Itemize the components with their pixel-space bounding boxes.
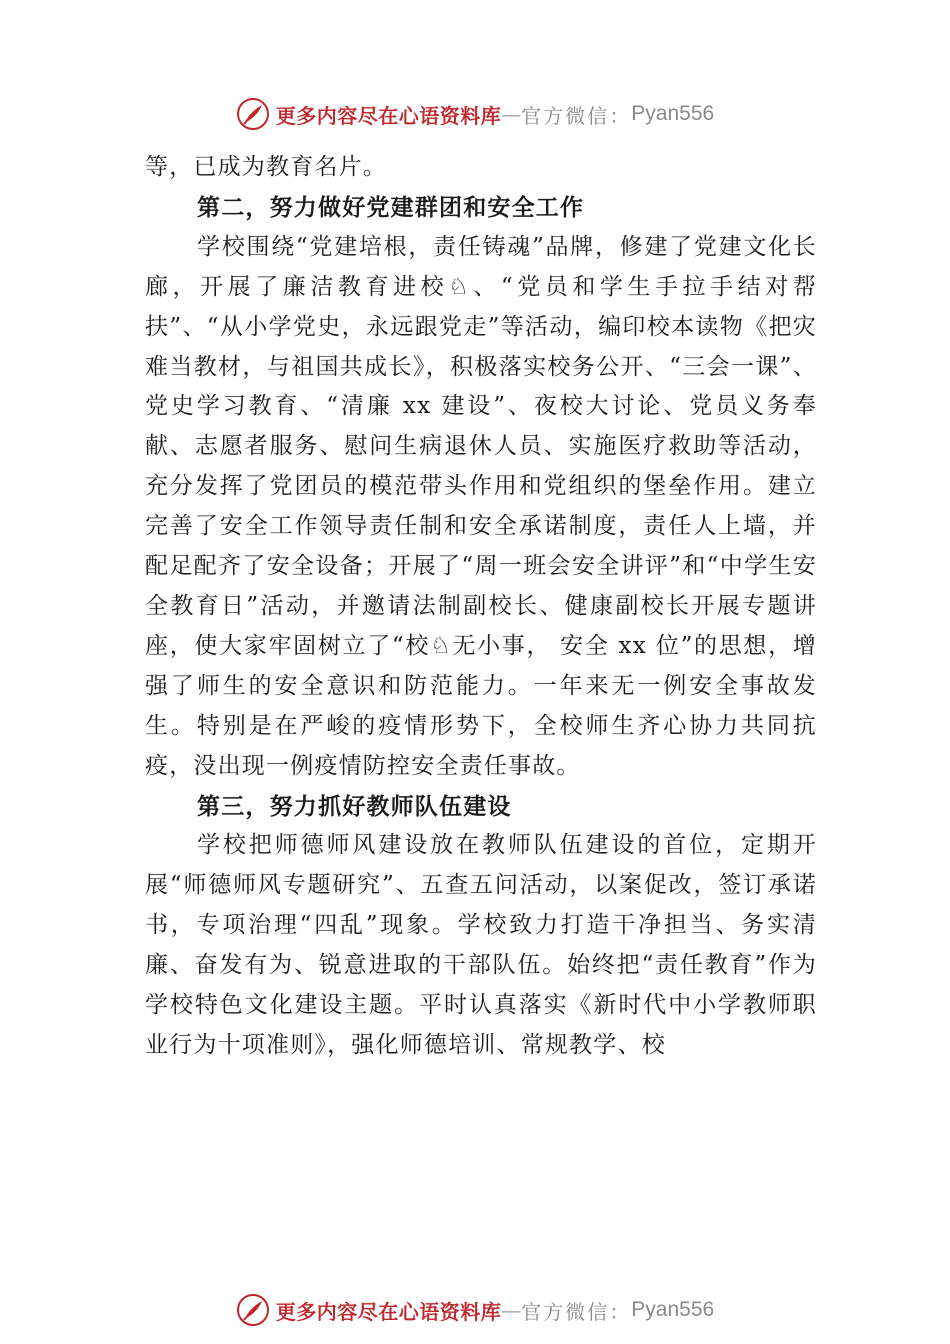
- watermark-wechat-id: Pyan556: [631, 102, 715, 125]
- footer-watermark: [0, 1290, 950, 1330]
- document-body: [145, 148, 817, 1066]
- body-paragraph-party-safety: 学校围绕“党建培根，责任铸魂”品牌，修建了党建文化长廊，开展了廉洁教育进校⁠♘、“党员和学生手拉手结对帮扶”、“从小学党史，永远跟党走”等活动，编印校本读物《把灾难当教材，与祖国共成长》，积极落实校务公开、“三会一课”、党史学习教育、“清廉 xx 建设”、夜校大讨论、党员义务奉献、志愿者服务、慰问生病退休人员、实施医疗救助等活动，充分发挥了党团员的模范带头作用和党组织的堡垒作用。建立完善了安全工作领导责任制和安全承诺制度，责任人上墙，并配足配齐了安全设备；开展了“周一班会安全讲评”和“中学生安全教育日”活动，并邀请法制副校长、健康副校长开展专题讲座，使大家牢固树立了“校♘无小事， 安全 xx 位”的思想，增强了师生的安全意识和防范能力。一年来无一例安全事故发生。特别是在严峻的疫情形势下，全校师生齐心协力共同抗疫，没出现一例疫情防控安全责任事故。: [145, 233, 817, 779]
- watermark-wechat-label: 官方微信：: [521, 1299, 632, 1324]
- watermark-site-name: 更多内容尽在心语资料库: [275, 1299, 502, 1324]
- watermark-dash: —: [501, 102, 522, 126]
- quill-logo-icon: [236, 1293, 270, 1327]
- quill-logo-icon: [236, 97, 270, 131]
- watermark-wechat-label: 官方微信：: [521, 103, 632, 128]
- header-watermark: [0, 94, 950, 134]
- continuation-paragraph: 等，已成为教育名片。: [145, 154, 387, 180]
- watermark-site-name: 更多内容尽在心语资料库: [275, 103, 502, 128]
- body-paragraph-teachers: 学校把师德师风建设放在教师队伍建设的首位，定期开展“师德师风专题研究”、五查五问活动，以案促改，签订承诺书，专项治理“四乱”现象。学校致力打造干净担当、务实清廉、奋发有为、锐意进取的干部队伍。始终把“责任教育”作为学校特色文化建设主题。平时认真落实《新时代中小学教师职业行为十项准则》，强化师德培训、常规教学、校: [145, 832, 817, 1058]
- watermark-wechat-id: Pyan556: [631, 1298, 715, 1321]
- section-heading-3: 第三，努力抓好教师队伍建设: [197, 792, 512, 820]
- watermark-dash: —: [501, 1298, 522, 1322]
- section-heading-2: 第二，努力做好党建群团和安全工作: [197, 193, 585, 221]
